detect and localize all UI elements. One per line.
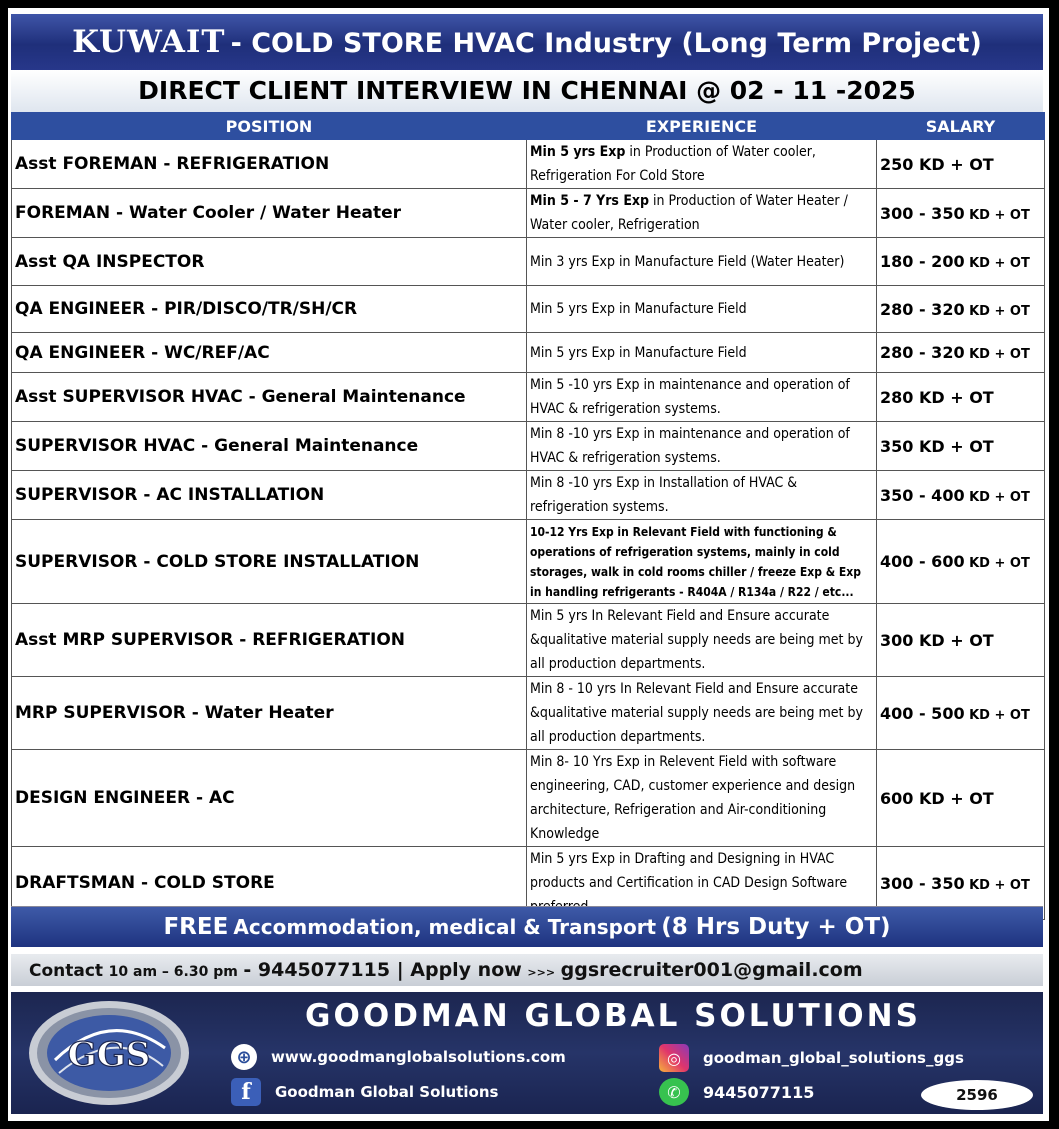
salary-unit: KD + OT (964, 489, 1030, 505)
table-row (12, 604, 1045, 677)
experience-cell (527, 238, 877, 286)
table-row (12, 677, 1045, 750)
experience-text: Min 8 - 10 yrs In Relevant Field and Ensure accurate &qualitative material supply needs are being met by all production departments. (530, 681, 863, 745)
facebook-row[interactable] (231, 1078, 498, 1106)
salary-unit: KD + OT (964, 556, 1030, 571)
salary-cell (877, 373, 1045, 422)
table-row (12, 333, 1045, 373)
experience-text: Min 5 yrs Exp in Manufacture Field (530, 301, 747, 317)
position-cell: DRAFTSMAN - COLD STORE (12, 847, 527, 920)
table-row (12, 520, 1045, 604)
contact-arrows: >>> (527, 966, 556, 979)
table-row (12, 140, 1045, 189)
salary-main: 350 - 400 (880, 485, 965, 505)
position-cell: Asst FOREMAN - REFRIGERATION (12, 140, 527, 189)
experience-cell (527, 373, 877, 422)
instagram-icon: ◎ (659, 1044, 689, 1072)
salary-main: 250 KD + OT (880, 154, 994, 174)
salary-cell (877, 189, 1045, 238)
salary-unit: KD + OT (964, 207, 1030, 223)
positions-table (11, 112, 1045, 920)
salary-main: 280 - 320 (880, 299, 965, 319)
benefits-free: FREE (163, 914, 229, 940)
contact-label: Contact (29, 961, 104, 981)
salary-main: 300 - 350 (880, 203, 965, 223)
position-cell: MRP SUPERVISOR - Water Heater (12, 677, 527, 750)
salary-main: 400 - 600 (880, 552, 965, 571)
experience-cell (527, 286, 877, 333)
header-position: POSITION (12, 113, 527, 140)
whatsapp-row[interactable] (659, 1078, 814, 1106)
table-row (12, 286, 1045, 333)
experience-text: in Production of Water cooler, Refrigeration For Cold Store (530, 144, 816, 184)
experience-cell (527, 333, 877, 373)
salary-cell (877, 604, 1045, 677)
title-country: KUWAIT (72, 24, 226, 60)
table-row (12, 189, 1045, 238)
experience-cell (527, 520, 877, 604)
header-salary: SALARY (877, 113, 1045, 140)
table-header-row (12, 113, 1045, 140)
experience-text: Min 8 -10 yrs Exp in Installation of HVAC & refrigeration systems. (530, 475, 798, 515)
company-footer (11, 992, 1043, 1114)
experience-text: in Production of Water Heater / Water cooler, Refrigeration (530, 193, 848, 233)
salary-cell (877, 520, 1045, 604)
interview-subtitle: DIRECT CLIENT INTERVIEW IN CHENNAI @ 02 - 11 -2025 (11, 70, 1043, 112)
facebook-name[interactable]: Goodman Global Solutions (275, 1083, 499, 1101)
title-text: COLD STORE HVAC Industry (Long Term Project) (251, 28, 982, 59)
position-cell: QA ENGINEER - PIR/DISCO/TR/SH/CR (12, 286, 527, 333)
salary-main: 600 KD + OT (880, 788, 994, 808)
benefits-duty: (8 Hrs Duty + OT) (661, 914, 891, 940)
benefits-bar (11, 906, 1043, 947)
reference-badge: 2596 (921, 1080, 1033, 1110)
globe-icon: ⊕ (231, 1044, 257, 1070)
experience-cell (527, 471, 877, 520)
salary-main: 350 KD + OT (880, 436, 994, 456)
facebook-icon: f (231, 1078, 261, 1106)
experience-cell (527, 750, 877, 847)
position-cell: Asst QA INSPECTOR (12, 238, 527, 286)
salary-cell (877, 471, 1045, 520)
position-cell: QA ENGINEER - WC/REF/AC (12, 333, 527, 373)
experience-text: Min 5 yrs Exp in Drafting and Designing in HVAC products and Certification in CAD Design Software (530, 851, 848, 891)
table-row (12, 238, 1045, 286)
contact-bar (11, 954, 1043, 986)
experience-text: Min 3 yrs Exp in Manufacture Field (Water Heater) (530, 253, 845, 270)
website-link[interactable]: www.goodmanglobalsolutions.com (271, 1048, 566, 1066)
position-cell: SUPERVISOR - AC INSTALLATION (12, 471, 527, 520)
position-cell: Asst SUPERVISOR HVAC - General Maintenance (12, 373, 527, 422)
position-cell: FOREMAN - Water Cooler / Water Heater (12, 189, 527, 238)
experience-cell (527, 422, 877, 471)
whatsapp-icon: ✆ (659, 1078, 689, 1106)
salary-cell (877, 677, 1045, 750)
experience-text: Min 8 -10 yrs Exp in maintenance and operation of HVAC & refrigeration systems. (530, 426, 850, 466)
benefits-items: Accommodation, medical & Transport (233, 915, 657, 939)
salary-cell (877, 286, 1045, 333)
salary-unit: KD + OT (964, 303, 1030, 319)
experience-cell (527, 604, 877, 677)
table-row (12, 422, 1045, 471)
experience-cell (527, 189, 877, 238)
header-experience: EXPERIENCE (527, 113, 877, 140)
company-name: GOODMAN GLOBAL SOLUTIONS (305, 998, 921, 1034)
whatsapp-number[interactable]: 9445077115 (703, 1082, 815, 1102)
table-row (12, 373, 1045, 422)
experience-bold: Min 5 yrs Exp (530, 144, 626, 160)
salary-unit: KD + OT (964, 347, 1030, 362)
title-bar (11, 14, 1043, 70)
website-row[interactable] (231, 1044, 566, 1070)
experience-cell (527, 677, 877, 750)
experience-text: Min 5 yrs Exp in Manufacture Field (530, 344, 747, 361)
salary-main: 300 KD + OT (880, 630, 994, 650)
salary-main: 180 - 200 (880, 252, 965, 271)
title-separator: - (230, 28, 252, 59)
salary-cell (877, 422, 1045, 471)
job-poster (8, 8, 1049, 1121)
position-cell: DESIGN ENGINEER - AC (12, 750, 527, 847)
experience-text: 10-12 Yrs Exp in Relevant Field with functioning & operations of refrigeration systems, mainly in cold storages, walk in cold rooms chiller / freeze Exp & Exp in handling refrigerants - R404A / R134a / R22 / etc... (530, 524, 861, 599)
salary-main: 280 - 320 (880, 343, 965, 362)
position-cell: SUPERVISOR - COLD STORE INSTALLATION (12, 520, 527, 604)
table-row (12, 750, 1045, 847)
position-cell: Asst MRP SUPERVISOR - REFRIGERATION (12, 604, 527, 677)
table-row (12, 471, 1045, 520)
contact-phone[interactable]: - 9445077115 | Apply now (243, 959, 522, 981)
salary-main: 300 - 350 (880, 873, 965, 893)
salary-cell (877, 238, 1045, 286)
experience-bold: Min 5 - 7 Yrs Exp (530, 193, 650, 209)
salary-unit: KD + OT (964, 877, 1030, 893)
experience-cell (527, 140, 877, 189)
logo-letters: GGS (67, 1035, 151, 1075)
experience-text: Min 8- 10 Yrs Exp in Relevent Field with software engineering, CAD, customer experience and design architecture, Refrigeration and Air-conditioning Knowledge (530, 754, 856, 842)
position-cell: SUPERVISOR HVAC - General Maintenance (12, 422, 527, 471)
experience-text: Min 5 yrs In Relevant Field and Ensure accurate &qualitative material supply needs are being met by all production departments. (530, 608, 863, 672)
contact-hours: 10 am – 6.30 pm (108, 964, 238, 980)
salary-unit: KD + OT (964, 256, 1030, 271)
salary-main: 400 - 500 (880, 703, 965, 723)
salary-cell (877, 333, 1045, 373)
salary-unit: KD + OT (964, 707, 1030, 723)
salary-cell (877, 140, 1045, 189)
contact-email[interactable]: ggsrecruiter001@gmail.com (560, 959, 863, 981)
salary-cell (877, 750, 1045, 847)
instagram-handle[interactable]: goodman_global_solutions_ggs (703, 1049, 964, 1067)
ggs-logo-icon (25, 998, 193, 1108)
salary-main: 280 KD + OT (880, 387, 994, 407)
instagram-row[interactable] (659, 1044, 964, 1072)
experience-text: Min 5 -10 yrs Exp in maintenance and operation of HVAC & refrigeration systems. (530, 377, 850, 417)
